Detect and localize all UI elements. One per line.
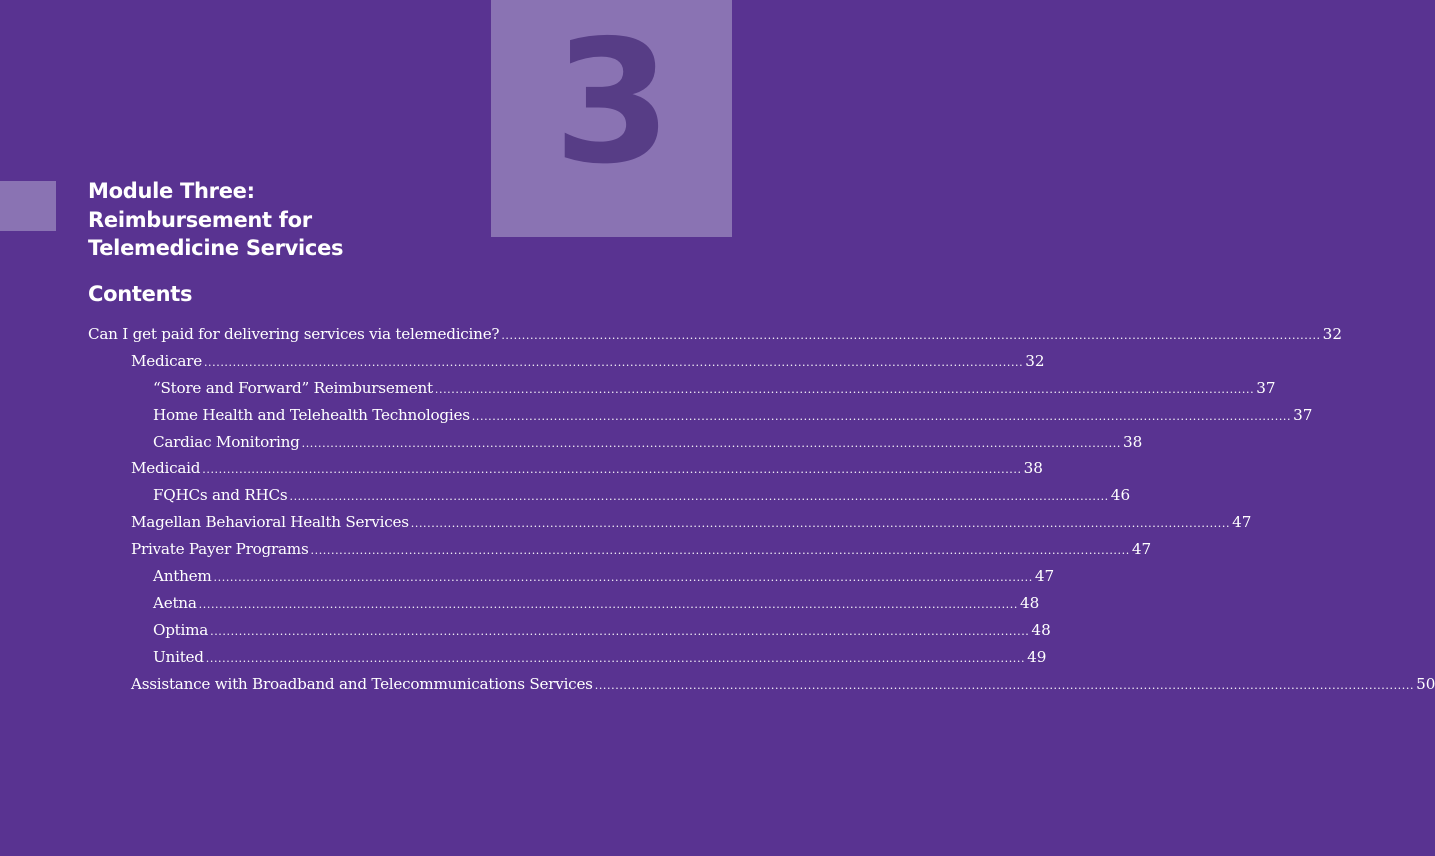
module-title-line: Telemedicine Services [88, 236, 344, 260]
toc-entry[interactable] [0, 429, 1143, 456]
toc-dot-leader: ........................................................................................................................................................................................................ [471, 409, 1292, 423]
toc-entry-page-number: 38 [1122, 432, 1143, 451]
module-title [88, 177, 468, 263]
toc-entry-page-number: 49 [1027, 647, 1047, 666]
toc-dot-leader: ........................................................................................................................................................................................................ [213, 571, 1033, 585]
toc-dot-leader: ........................................................................................................................................................................................................ [410, 517, 1231, 531]
toc-entry-page-number: 32 [1025, 351, 1045, 370]
toc-entry-label: Aetna [153, 593, 197, 612]
toc-dot-leader: ........................................................................................................................................................................................................ [202, 463, 1022, 477]
toc-entry[interactable] [0, 402, 1313, 429]
toc-dot-leader: ........................................................................................................................................................................................................ [203, 355, 1024, 369]
toc-entry[interactable] [0, 375, 1276, 402]
toc-dot-leader: ........................................................................................................................................................................................................ [301, 436, 1121, 450]
toc-entry-label: Anthem [153, 567, 212, 586]
toc-entry-page-number: 50 [1416, 674, 1435, 693]
toc-entry[interactable] [0, 509, 1252, 536]
toc-entry-page-number: 46 [1110, 486, 1131, 505]
toc-dot-leader: ........................................................................................................................................................................................................ [501, 329, 1321, 342]
toc-dot-leader: ........................................................................................................................................................................................................ [434, 382, 1255, 396]
toc-dot-leader: ........................................................................................................................................................................................................ [594, 678, 1415, 692]
toc-entry-label: United [153, 647, 204, 666]
module-number: 3 [553, 4, 670, 202]
module-title-line: Module Three: [88, 179, 255, 203]
toc-dot-leader: ........................................................................................................................................................................................................ [210, 624, 1030, 638]
toc-entry-label: Can I get paid for delivering services via telemedicine? [88, 325, 500, 343]
toc-entry[interactable] [0, 671, 1435, 698]
toc-entry-label: FQHCs and RHCs [153, 486, 288, 505]
toc-entry[interactable] [0, 348, 1045, 375]
toc-entry-page-number: 38 [1023, 459, 1043, 478]
module-number-box [491, 0, 732, 237]
toc-entry[interactable] [0, 321, 1342, 348]
toc-dot-leader: ........................................................................................................................................................................................................ [198, 597, 1018, 611]
toc-entry-label: Home Health and Telehealth Technologies [153, 405, 470, 424]
module-title-line: Reimbursement for [88, 207, 312, 232]
toc-dot-leader: ........................................................................................................................................................................................................ [310, 544, 1130, 558]
toc-entry-page-number: 32 [1322, 325, 1342, 343]
toc-entry-label: Private Payer Programs [131, 540, 309, 559]
contents-heading: Contents [88, 282, 193, 306]
toc-entry[interactable] [0, 482, 1131, 509]
toc-entry[interactable] [0, 455, 1043, 482]
toc-dot-leader: ........................................................................................................................................................................................................ [289, 490, 1109, 504]
toc-entry-label: Medicare [131, 351, 202, 370]
toc-entry[interactable] [0, 644, 1047, 671]
toc-entry[interactable] [0, 563, 1055, 590]
toc-entry[interactable] [0, 590, 1040, 617]
toc-entry-label: Magellan Behavioral Health Services [131, 513, 409, 532]
toc-entry-page-number: 47 [1034, 567, 1055, 586]
toc-entry-page-number: 48 [1031, 620, 1051, 639]
toc-entry[interactable] [0, 536, 1152, 563]
toc-entry-page-number: 48 [1019, 593, 1040, 612]
toc-entry-label: Optima [153, 620, 209, 639]
toc-entry-label: Medicaid [131, 459, 201, 478]
toc-entry-page-number: 37 [1293, 405, 1313, 424]
toc-dot-leader: ........................................................................................................................................................................................................ [205, 651, 1026, 665]
toc-entry-page-number: 37 [1256, 378, 1276, 397]
side-tab-decoration [0, 181, 56, 231]
toc-entry-page-number: 47 [1131, 540, 1152, 559]
toc-entry[interactable] [0, 617, 1051, 644]
toc-entry-page-number: 47 [1232, 513, 1252, 532]
table-of-contents [0, 321, 1435, 697]
toc-entry-label: Assistance with Broadband and Telecommunications Services [131, 674, 593, 693]
toc-entry-label: “Store and Forward” Reimbursement [153, 378, 433, 397]
toc-entry-label: Cardiac Monitoring [153, 432, 300, 451]
